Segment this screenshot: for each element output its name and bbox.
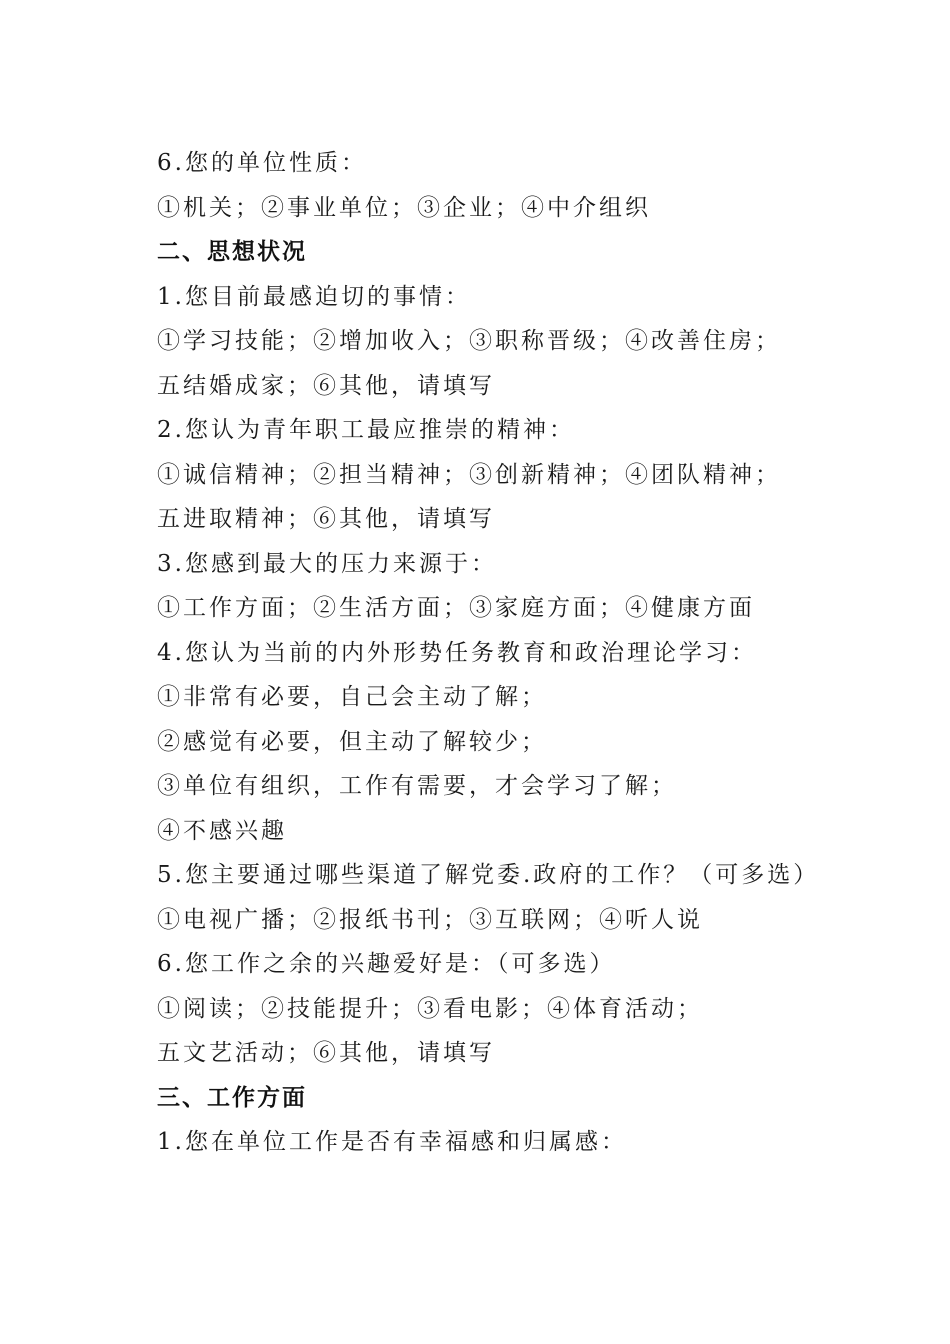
options-unit-nature: ①机关；②事业单位；③企业；④中介组织 bbox=[157, 194, 651, 221]
options-pressure: ①工作方面；②生活方面；③家庭方面；④健康方面 bbox=[157, 595, 755, 621]
options-urgent-matters-line2: 五结婚成家；⑥其他，请填写 bbox=[157, 372, 495, 399]
option-political-study-3: ③单位有组织，工作有需要，才会学习了解； bbox=[157, 773, 677, 799]
option-political-study-2: ②感觉有必要，但主动了解较少； bbox=[157, 728, 547, 755]
options-urgent-matters-line1: ①学习技能；②增加收入；③职称晋级；④改善住房； bbox=[157, 328, 781, 354]
options-info-channels: ①电视广播；②报纸书刊；③互联网；④听人说 bbox=[157, 906, 703, 933]
section-heading-thinking: 二、思想状况 bbox=[157, 239, 307, 265]
option-political-study-4: ④不感兴趣 bbox=[157, 817, 287, 844]
options-hobbies-line2: 五文艺活动；⑥其他，请填写 bbox=[157, 1040, 495, 1066]
options-hobbies-line1: ①阅读；②技能提升；③看电影；④体育活动； bbox=[157, 995, 703, 1022]
document-body bbox=[157, 141, 857, 1165]
question-urgent-matters: 1.您目前最感迫切的事情： bbox=[157, 283, 471, 310]
question-political-study: 4.您认为当前的内外形势任务教育和政治理论学习： bbox=[157, 639, 757, 666]
question-info-channels: 5.您主要通过哪些渠道了解党委.政府的工作？（可多选） bbox=[157, 862, 820, 888]
options-spirit-line1: ①诚信精神；②担当精神；③创新精神；④团队精神； bbox=[157, 461, 781, 488]
option-political-study-1: ①非常有必要，自己会主动了解； bbox=[157, 684, 547, 710]
question-happiness-belonging: 1.您在单位工作是否有幸福感和归属感： bbox=[157, 1129, 627, 1155]
section-heading-work: 三、工作方面 bbox=[157, 1084, 307, 1111]
question-spirit: 2.您认为青年职工最应推崇的精神： bbox=[157, 417, 575, 443]
question-hobbies: 6.您工作之余的兴趣爱好是：（可多选） bbox=[157, 951, 616, 977]
question-unit-nature: 6.您的单位性质： bbox=[157, 150, 367, 176]
question-pressure: 3.您感到最大的压力来源于： bbox=[157, 550, 497, 577]
options-spirit-line2: 五进取精神；⑥其他，请填写 bbox=[157, 506, 495, 532]
